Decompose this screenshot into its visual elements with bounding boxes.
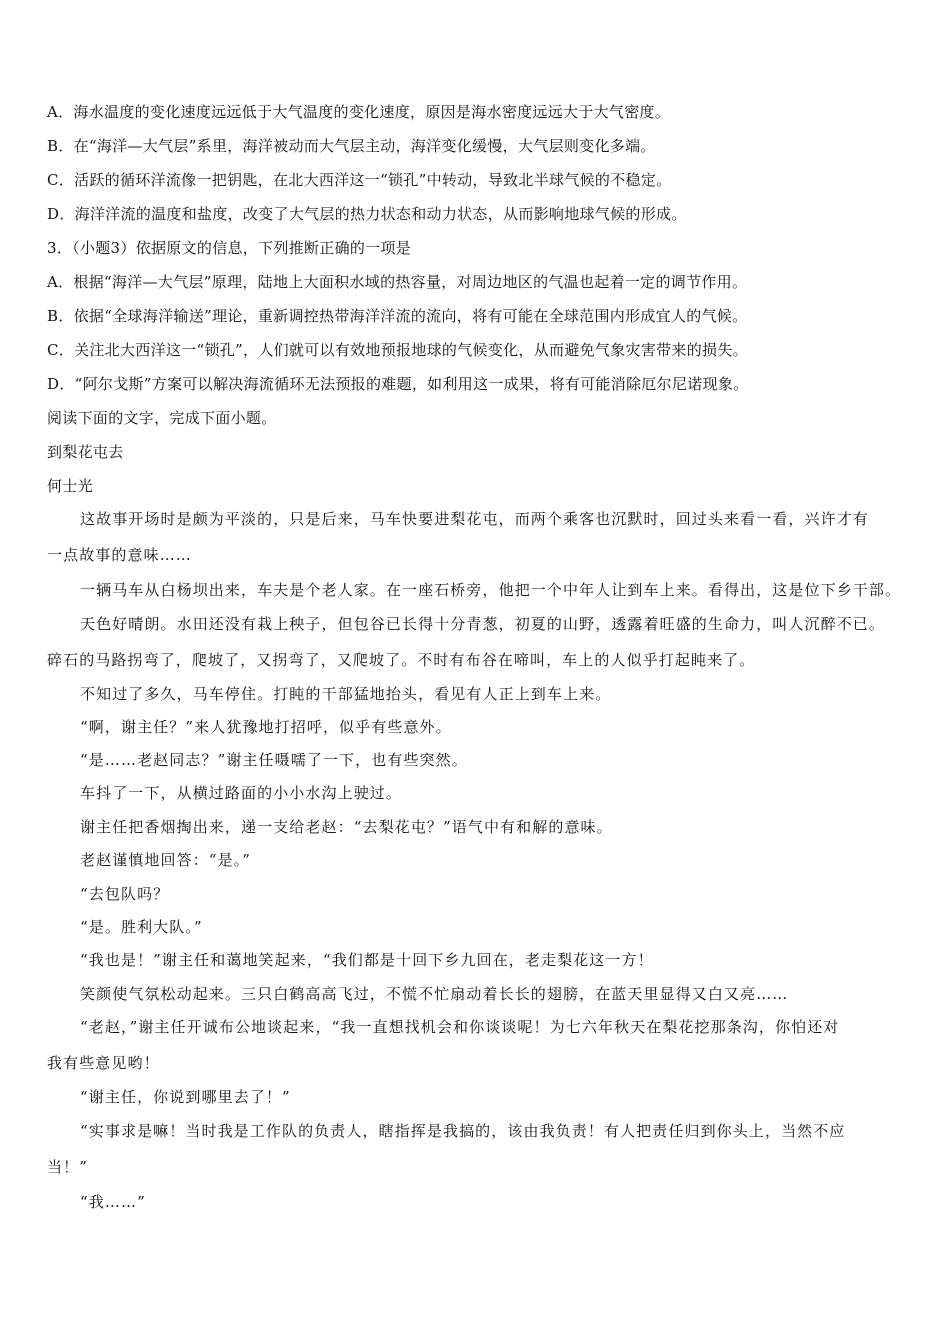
q2-option-b: B．在“海洋—大气层”系里，海洋被动而大气层主动，海洋变化缓慢，大气层则变化多端。 — [47, 137, 656, 155]
story-line: 一辆马车从白杨坝出来，车夫是个老人家。在一座石桥旁，他把一个中年人让到车上来。看得出，这是位下乡干部。 — [80, 581, 902, 599]
story-line: “我……” — [80, 1193, 146, 1211]
story-line: 当！” — [47, 1158, 88, 1176]
story-line: “实事求是嘛！当时我是工作队的负责人，瞎指挥是我搞的，该由我负责！有人把责任归到你头上，当然不应 — [80, 1122, 846, 1140]
q3-option-c: C．关注北大西洋这一“锁孔”，人们就可以有效地预报地球的气候变化，从而避免气象灾害带来的损失。 — [47, 341, 748, 359]
reading-instruction: 阅读下面的文字，完成下面小题。 — [47, 409, 277, 427]
story-line: “谢主任，你说到哪里去了！” — [80, 1088, 291, 1106]
story-line: “老赵，”谢主任开诚布公地谈起来，“我一直想找机会和你谈谈呢！为七六年秋天在梨花挖那条沟，你怕还对 — [80, 1018, 840, 1036]
story-line: “我也是！”谢主任和蔼地笑起来，“我们都是十回下乡九回在，老走梨花这一方！ — [80, 951, 654, 969]
story-line: 老赵谨慎地回答：“是。” — [80, 851, 252, 869]
story-author: 何士光 — [47, 477, 93, 495]
story-line: 笑颜使气氛松动起来。三只白鹤高高飞过，不慌不忙扇动着长长的翅膀，在蓝天里显得又白又亮…… — [80, 985, 789, 1003]
story-line: 碎石的马路拐弯了，爬坡了，又拐弯了，又爬坡了。不时有布谷在啼叫，车上的人似乎打起盹来了。 — [47, 651, 756, 669]
story-line: “是……老赵同志？”谢主任嗫嚅了一下，也有些突然。 — [80, 751, 468, 769]
story-line: 这故事开场时是颇为平淡的，只是后来，马车快要进梨花屯，而两个乘客也沉默时，回过头来看一看，兴许才有 — [80, 510, 869, 528]
story-line: 车抖了一下，从横过路面的小小水沟上驶过。 — [80, 784, 403, 802]
story-title: 到梨花屯去 — [47, 443, 124, 461]
q2-option-a: A．海水温度的变化速度远远低于大气温度的变化速度，原因是海水密度远远大于大气密度。 — [47, 103, 671, 121]
story-line: 一点故事的意味…… — [47, 546, 192, 564]
q2-option-d: D．海洋洋流的温度和盐度，改变了大气层的热力状态和动力状态，从而影响地球气候的形成。 — [47, 205, 687, 223]
q3-option-a: A．根据“海洋—大气层”原理，陆地上大面积水域的热容量，对周边地区的气温也起着一定的调节作用。 — [47, 273, 748, 291]
story-line: 我有些意见哟！ — [47, 1054, 160, 1072]
q3-option-b: B．依据“全球海洋输送”理论，重新调控热带海洋洋流的流向，将有可能在全球范围内形成宜人的气候。 — [47, 307, 748, 325]
q3-option-d: D．“阿尔戈斯”方案可以解决海流循环无法预报的难题，如利用这一成果，将有可能消除厄尔尼诺现象。 — [47, 375, 749, 393]
story-line: “啊，谢主任？”来人犹豫地打招呼，似乎有些意外。 — [80, 718, 452, 736]
q3-stem: 3．（小题3）依据原文的信息，下列推断正确的一项是 — [47, 239, 412, 257]
story-line: 不知过了多久，马车停住。打盹的干部猛地抬头，看见有人正上到车上来。 — [80, 685, 612, 703]
story-line: “是。胜利大队。” — [80, 918, 203, 936]
story-line: 谢主任把香烟掏出来，递一支给老赵：“去梨花屯？”语气中有和解的意味。 — [80, 818, 613, 836]
q2-option-c: C．活跃的循环洋流像一把钥匙，在北大西洋这一“锁孔”中转动，导致北半球气候的不稳定。 — [47, 171, 672, 189]
story-line: “去包队吗？ — [80, 885, 170, 903]
story-line: 天色好晴朗。水田还没有栽上秧子，但包谷已长得十分青葱，初夏的山野，透露着旺盛的生命力，叫人沉醉不已。 — [80, 615, 886, 633]
